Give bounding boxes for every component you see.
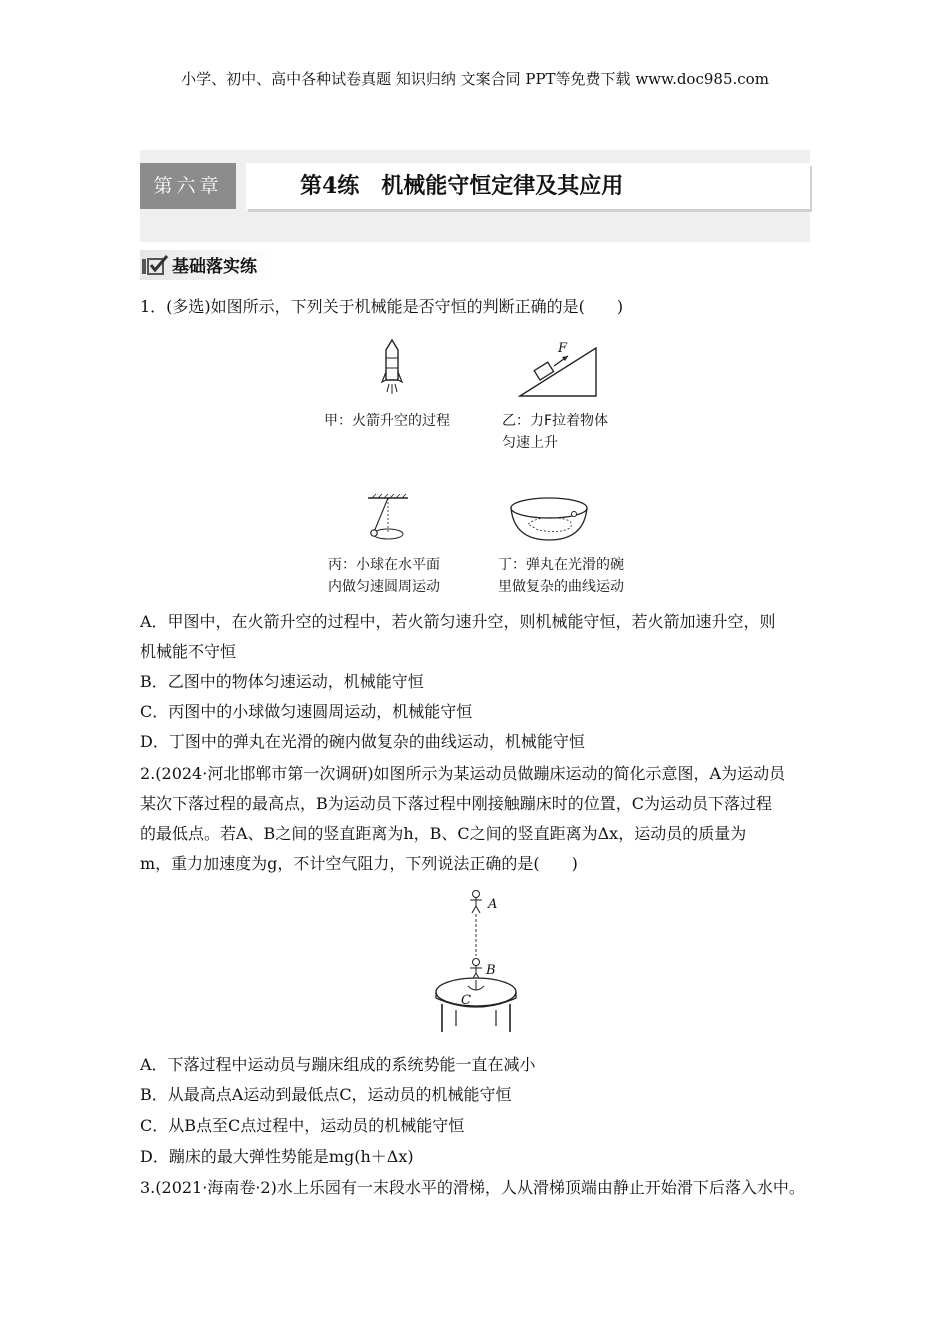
bowl-figure [508,494,590,544]
fig-yi-caption-1: 乙：力F拉着物体 [502,413,609,429]
q2-stem-line4: m，重力加速度为g，不计空气阻力，下列说法正确的是( ) [140,854,578,873]
fig-bing-caption-2: 内做匀速圆周运动 [328,579,440,595]
q2-option-c: C．从B点至C点过程中，运动员的机械能守恒 [140,1116,465,1135]
page-header: 小学、初中、高中各种试卷真题 知识归纳 文案合同 PPT等免费下载 www.doc985.com [181,70,769,88]
trampoline-figure [430,886,522,1038]
force-label-F: F [558,341,568,356]
q1-option-b: B．乙图中的物体匀速运动，机械能守恒 [140,672,424,691]
fig-jia-caption: 甲：火箭升空的过程 [324,413,450,429]
point-label-C: C [461,993,471,1008]
q2-option-a: A．下落过程中运动员与蹦床组成的系统势能一直在减小 [140,1055,536,1074]
point-label-A: A [488,897,498,912]
q2-option-b: B．从最高点A运动到最低点C，运动员的机械能守恒 [140,1085,512,1104]
q2-stem-line1: 2.(2024·河北邯郸市第一次调研)如图所示为某运动员做蹦床运动的简化示意图，A为运动员 [140,764,786,783]
q1-option-d: D．丁图中的弹丸在光滑的碗内做复杂的曲线运动，机械能守恒 [140,732,585,751]
fig-ding-caption-1: 丁：弹丸在光滑的碗 [498,557,624,573]
q1-option-c: C．丙图中的小球做匀速圆周运动，机械能守恒 [140,702,473,721]
pendulum-figure [364,494,414,548]
page-title: 第4练 机械能守恒定律及其应用 [300,173,624,199]
chapter-label: 第六章 [140,163,236,209]
q1-stem: 1．(多选)如图所示，下列关于机械能是否守恒的判断正确的是( ) [140,297,624,316]
fig-ding-caption-2: 里做复杂的曲线运动 [498,579,624,595]
q2-stem-line3: 的最低点。若A、B之间的竖直距离为h，B、C之间的竖直距离为Δx，运动员的质量为 [140,824,747,843]
section-title: 基础落实练 [172,257,257,277]
q1-option-a-line2: 机械能不守恒 [140,642,237,661]
fig-yi-caption-2: 匀速上升 [502,435,558,451]
point-label-B: B [486,963,496,978]
q1-option-a-line1: A．甲图中，在火箭升空的过程中，若火箭匀速升空，则机械能守恒，若火箭加速升空，则 [140,612,776,631]
fig-bing-caption-1: 丙：小球在水平面 [328,557,440,573]
rocket-figure [372,338,412,398]
checkbox-icon [141,254,169,276]
q2-option-d: D．蹦床的最大弹性势能是mg(h＋Δx) [140,1147,414,1166]
q3-stem-line1: 3.(2021·海南卷·2)水上乐园有一末段水平的滑梯，人从滑梯顶端由静止开始滑下后落入水中。 [140,1178,805,1197]
q2-stem-line2: 某次下落过程的最高点，B为运动员下落过程中刚接触蹦床时的位置，C为运动员下落过程 [140,794,773,813]
